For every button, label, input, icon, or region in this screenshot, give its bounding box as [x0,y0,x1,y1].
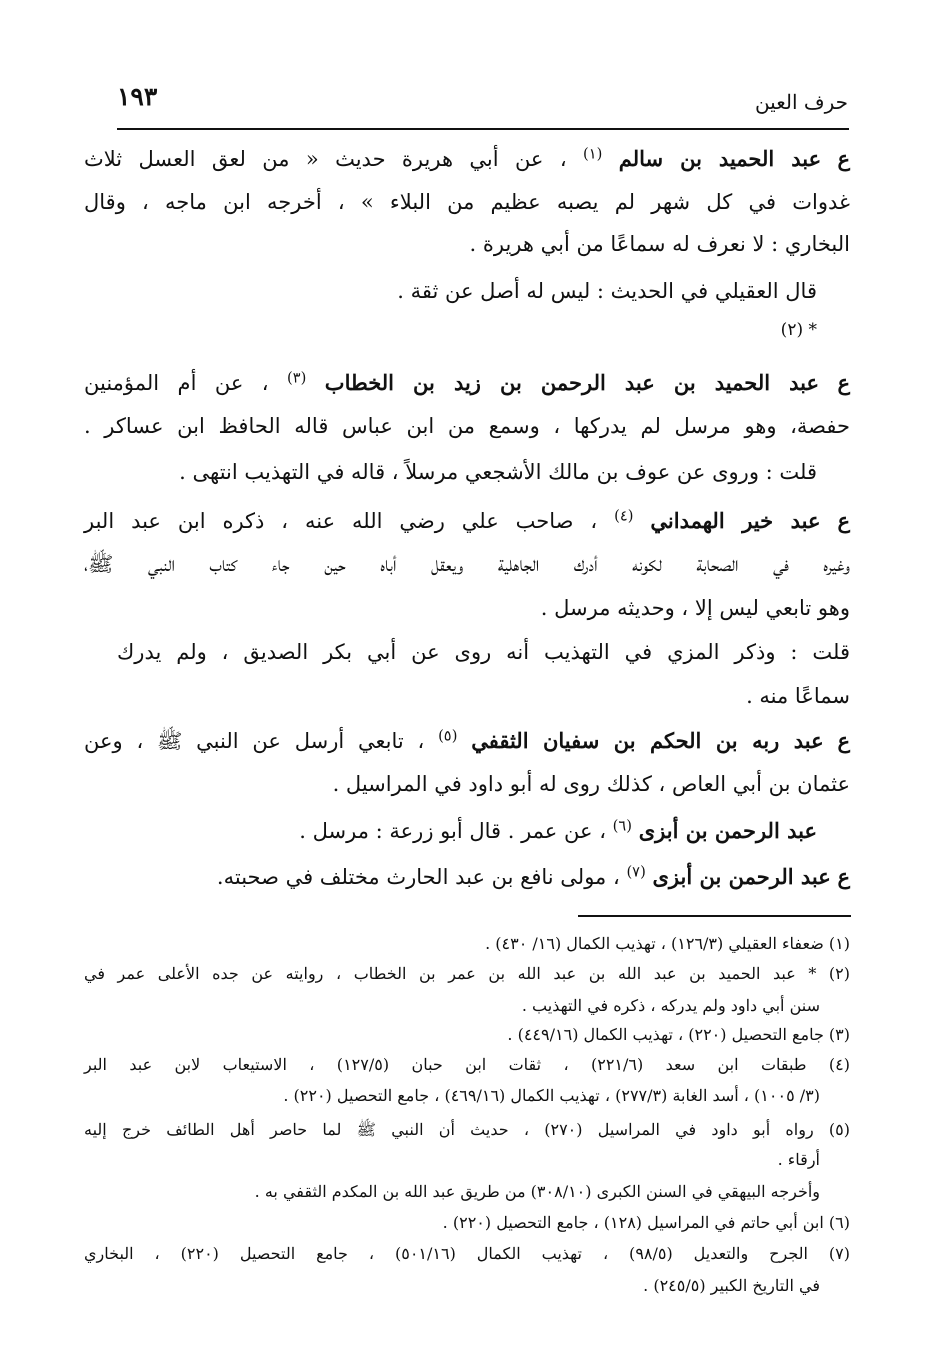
entry-3-text: ، صاحب علي رضي الله عنه ، ذكره ابن عبد البر [84,509,598,533]
entry-4-name: عبد ربه بن الحكم بن سفيان الثقفي [471,728,824,753]
footnote-2: (٢) * عبد الحميد بن عبد الله بن عبد الله بن عمر بن الخطاب ، روايته عن جده الأعلى عمر في [84,964,850,983]
entry-4-line-1 [84,728,850,754]
entry-2-line-1 [84,370,850,396]
running-header-title: حرف العين [754,90,848,114]
entry-1-note-marker: * (٢) [780,320,817,340]
entry-marker: ع [837,864,850,889]
footnote-4-cont: (٣/ ١٠٠٥) ، أسد الغابة (٢٧٧/٣) ، تهذيب الكمال (٤٦٩/١٦) ، جامع التحصيل (٢٢٠) . [283,1086,820,1105]
footnote-1: (١) ضعفاء العقيلي (١٢٦/٣) ، تهذيب الكمال (١٦/ ٤٣٠) . [485,934,850,953]
footnote-ref-4: (٤) [614,507,634,525]
header-rule [117,128,849,130]
entry-6-line-1 [84,864,850,890]
entry-1-line-3: البخاري : لا نعرف له سماعًا من أبي هريرة . [469,232,850,256]
footnote-5: (٥) رواه أبو داود في المراسيل (٢٧٠) ، حديث أن النبي ﷺ لما حاصر أهل الطائف خرج إليه [84,1120,850,1139]
entry-1-text: ، عن أبي هريرة حديث « من لعق العسل ثلاث [84,147,567,171]
footnote-5-extra: وأخرجه البيهقي في السنن الكبرى (٣٠٨/١٠) من طريق عبد الله بن المكدم الثقفي به . [254,1182,820,1201]
footnote-5-cont: أرقاء . [777,1150,820,1169]
footnote-ref-3: (٣) [287,369,307,387]
entry-marker: ع [837,370,850,395]
entry-marker: ع [837,508,850,533]
entry-2-text: ، عن أم المؤمنين [84,371,269,395]
entry-3-name: عبد خير الهمداني [650,508,821,533]
entry-3-line-5: سماعًا منه . [746,684,850,708]
footnote-4: (٤) طبقات ابن سعد (٢٢١/٦) ، ثقات ابن حبان (١٢٧/٥) ، الاستيعاب لابن عبد البر [84,1055,851,1074]
entry-1-line-1 [84,146,850,172]
entry-5-name: عبد الرحمن بن أبزى [638,818,817,843]
entry-marker: ع [837,728,850,753]
footnote-7: (٧) الجرح والتعديل (٩٨/٥) ، تهذيب الكمال (٥٠١/١٦) ، جامع التحصيل (٢٢٠) ، البخاري [84,1244,851,1263]
entry-1-line-4: قال العقيلي في الحديث : ليس له أصل عن ثقة . [397,279,817,303]
entry-1-name: عبد الحميد بن سالم [618,146,822,171]
entry-3-line-2: وغيره في الصحابة لكونه أدرك الجاهلية ويعقل أباه حين جاء كتاب النبي ﷺ، [84,552,850,576]
page-number: ١٩٣ [117,82,158,111]
entry-5-text: ، عن عمر . قال أبو زرعة : مرسل . [299,819,606,843]
footnote-ref-6: (٦) [612,817,633,835]
footnote-6: (٦) ابن أبي حاتم في المراسيل (١٢٨) ، جامع التحصيل (٢٢٠) . [442,1213,850,1232]
footnote-3: (٣) جامع التحصيل (٢٢٠) ، تهذيب الكمال (٤٤٩/١٦) . [507,1025,850,1044]
footnote-ref-1: (١) [582,145,603,163]
entry-3-line-4: قلت : وذكر المزي في التهذيب أنه روى عن أبي بكر الصديق ، ولم يدرك [117,640,850,664]
entry-6-text: ، مولى نافع بن عبد الحارث مختلف في صحبته. [216,865,620,889]
entry-3-line-3: وهو تابعي ليس إلا ، وحديثه مرسل . [540,596,850,620]
entry-3-line-1 [84,508,850,534]
footnote-rule [578,915,851,917]
entry-6-name: عبد الرحمن بن أبزى [652,864,831,889]
entry-4-text: ، تابعي أرسل عن النبي ﷺ ، وعن [84,729,425,753]
footnote-ref-5: (٥) [438,727,458,745]
entry-4-line-2: عثمان بن أبي العاص ، كذلك روى له أبو داود في المراسيل . [332,772,850,796]
footnote-ref-7: (٧) [626,863,646,881]
footnote-7-cont: في التاريخ الكبير (٢٤٥/٥) . [643,1276,820,1295]
entry-marker: ع [837,146,851,171]
entry-2-name: عبد الحميد بن عبد الرحمن بن زيد بن الخطاب [324,370,820,395]
entry-1-line-2: غدوات في كل شهر لم يصبه عظيم من البلاء » ، أخرجه ابن ماجه ، وقال [84,190,850,214]
entry-5-line-1 [299,818,817,844]
entry-2-line-3: قلت : وروى عن عوف بن مالك الأشجعي مرسلاً ، قاله في التهذيب انتهى . [179,460,817,484]
footnote-2-cont: سنن أبي داود ولم يدركه ، ذكره في التهذيب . [521,996,820,1015]
entry-2-line-2: حفصة، وهو مرسل لم يدركها ، وسمع من ابن عباس قاله الحافظ ابن عساكر . [84,414,850,438]
